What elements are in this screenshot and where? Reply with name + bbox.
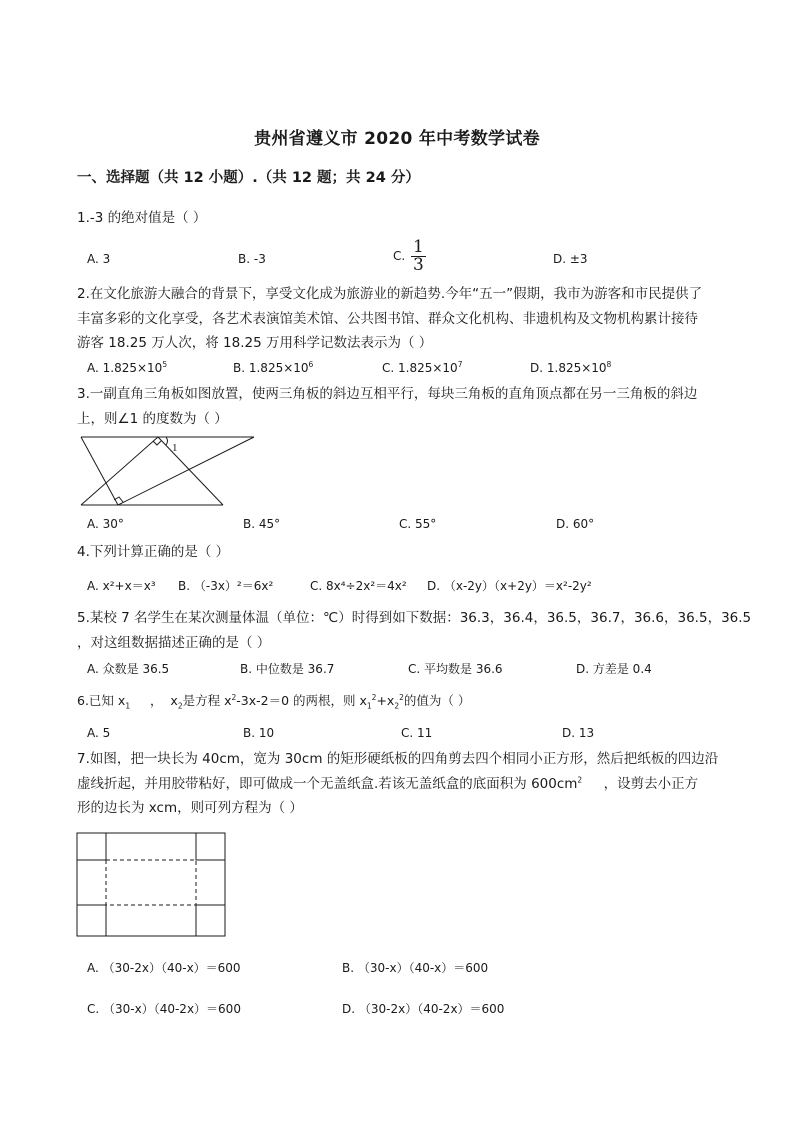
q5-line-1: 5.某校 7 名学生在某次测量体温（单位：℃）时得到如下数据：36.3，36.4，36.5，36.7，36.6，36.5，36.5 bbox=[77, 610, 752, 626]
q2-option-c bbox=[382, 361, 462, 375]
q2-option-b bbox=[233, 361, 313, 375]
corner-square-top-right bbox=[196, 833, 225, 860]
q4-option-d: D. （x-2y）（x+2y）＝x²-2y² bbox=[427, 579, 592, 593]
corner-square-top-left bbox=[77, 833, 106, 860]
q2-option-c-exponent: 7 bbox=[457, 360, 463, 369]
q5-option-c: C. 平均数是 36.6 bbox=[408, 662, 503, 676]
q4-option-c: C. 8x⁴÷2x²＝4x² bbox=[310, 579, 407, 593]
triangle-set-square-figure bbox=[78, 433, 258, 511]
q5-option-b: B. 中位数是 36.7 bbox=[240, 662, 335, 676]
q3-option-b: B. 45° bbox=[243, 517, 281, 531]
q6-part-2: ， x bbox=[130, 693, 178, 708]
fold-dashed-rectangle bbox=[106, 860, 196, 905]
question-7-options-row-1 bbox=[87, 959, 727, 977]
q3-line-1: 3.一副直角三角板如图放置，使两三角板的斜边互相平行，每块三角板的直角顶点都在另一三角板的斜边 bbox=[77, 386, 698, 402]
q1-option-a: A. 3 bbox=[87, 252, 111, 266]
right-angle-mark-bottom bbox=[114, 497, 123, 502]
angle-1-label: 1 bbox=[172, 442, 178, 454]
q6-part-5: +x bbox=[376, 693, 395, 708]
q3-option-c: C. 55° bbox=[399, 517, 437, 531]
question-1-options bbox=[87, 237, 727, 275]
question-2-options bbox=[87, 361, 727, 379]
q2-option-b-base: B. 1.825×10 bbox=[233, 361, 309, 375]
q3-line-2: 上，则∠1 的度数为（ ） bbox=[77, 410, 228, 427]
q2-line-3: 游客 18.25 万人次，将 18.25 万用科学记数法表示为（ ） bbox=[77, 335, 433, 351]
angle-1-arc bbox=[166, 437, 168, 445]
q7-line-3: 形的边长为 xcm，则可列方程为（ ） bbox=[77, 800, 303, 816]
corner-square-bottom-right bbox=[196, 905, 225, 936]
question-6-options bbox=[87, 726, 727, 744]
q6-exp-1: 2 bbox=[231, 692, 237, 702]
question-3-options bbox=[87, 517, 727, 535]
outer-rectangle bbox=[77, 833, 225, 936]
question-5-text bbox=[77, 606, 752, 655]
question-4-text: 4.下列计算正确的是（ ） bbox=[77, 544, 230, 560]
q6-sub-3: 1 bbox=[366, 701, 372, 711]
question-6-text bbox=[77, 689, 727, 714]
q6-option-d: D. 13 bbox=[562, 726, 595, 740]
question-7-options-row-2 bbox=[87, 1000, 727, 1018]
q7-option-c: C. （30-x）（40-2x）＝600 bbox=[87, 1002, 241, 1016]
q1-option-c-prefix: C. bbox=[393, 249, 410, 263]
q6-part-1: 6.已知 x bbox=[77, 693, 126, 708]
q3-option-a: A. 30° bbox=[87, 517, 124, 531]
q7-option-a: A. （30-2x）（40-x）＝600 bbox=[87, 961, 241, 975]
q6-exp-3: 2 bbox=[399, 692, 404, 702]
q6-part-4: -3x-2＝0 的两根，则 x bbox=[236, 693, 367, 708]
inner-diagonal-line bbox=[81, 437, 158, 505]
question-5-options bbox=[87, 660, 727, 678]
q3-option-d: D. 60° bbox=[556, 517, 595, 531]
left-slant-line bbox=[81, 437, 118, 505]
q2-option-d-exponent: 8 bbox=[606, 360, 612, 369]
q6-exp-2: 2 bbox=[371, 692, 377, 702]
q7-line-2-part-b: ，设剪去小正方 bbox=[582, 775, 699, 792]
fraction-one-third bbox=[411, 239, 426, 274]
q6-option-c: C. 11 bbox=[401, 726, 433, 740]
q2-option-c-base: C. 1.825×10 bbox=[382, 361, 458, 375]
q6-part-6: 的值为（ ） bbox=[403, 693, 471, 708]
cardboard-rectangle-figure bbox=[76, 832, 228, 938]
q2-option-a-exponent: 5 bbox=[162, 360, 168, 369]
q4-option-b: B. （-3x）²＝6x² bbox=[178, 579, 274, 593]
q5-option-d: D. 方差是 0.4 bbox=[576, 662, 652, 676]
q2-line-2: 丰富多彩的文化享受，各艺术表演馆美术馆、公共图书馆、群众文化机构、非遗机构及文物机构累计接待 bbox=[77, 310, 698, 327]
q7-option-b: B. （30-x）（40-x）＝600 bbox=[342, 961, 489, 975]
section-heading: 一、选择题（共 12 小题）.（共 12 题；共 24 分） bbox=[77, 170, 420, 186]
question-2-text bbox=[77, 282, 727, 356]
q6-sub-1: 1 bbox=[125, 701, 131, 711]
right-slant-line bbox=[158, 437, 223, 505]
page-title: 贵州省遵义市 2020 年中考数学试卷 bbox=[254, 129, 540, 149]
q2-option-a-base: A. 1.825×10 bbox=[87, 361, 163, 375]
q7-line-1: 7.如图，把一块长为 40cm，宽为 30cm 的矩形硬纸板的四角剪去四个相同小正方形，然后把纸板的四边沿 bbox=[77, 751, 719, 767]
question-7-text bbox=[77, 747, 737, 821]
q2-option-a bbox=[87, 361, 167, 375]
right-angle-mark-top bbox=[153, 441, 161, 445]
q7-option-d: D. （30-2x）（40-2x）＝600 bbox=[342, 1002, 505, 1016]
q6-sub-2: 2 bbox=[177, 701, 183, 711]
q2-option-d-base: D. 1.825×10 bbox=[530, 361, 607, 375]
q2-line-1: 2.在文化旅游大融合的背景下，享受文化成为旅游业的新趋势.今年“五一”假期，我市为游客和市民提供了 bbox=[77, 286, 703, 302]
q6-sub-4: 2 bbox=[394, 701, 400, 711]
q6-option-b: B. 10 bbox=[243, 726, 275, 740]
q1-option-d: D. ±3 bbox=[553, 252, 588, 266]
q4-option-a: A. x²+x＝x³ bbox=[87, 579, 156, 593]
question-4-options bbox=[87, 577, 727, 595]
corner-square-bottom-left bbox=[77, 905, 106, 936]
q6-part-3: 是方程 x bbox=[182, 693, 232, 708]
q7-line-2-exponent: 2 bbox=[577, 775, 583, 784]
question-1-text: 1.-3 的绝对值是（ ） bbox=[77, 210, 207, 226]
q1-option-b: B. -3 bbox=[238, 252, 266, 266]
q5-option-a: A. 众数是 36.5 bbox=[87, 662, 170, 676]
q2-option-d bbox=[530, 361, 611, 375]
q7-line-2-part-a: 虚线折起，并用胶带粘好，即可做成一个无盖纸盒.若该无盖纸盒的底面积为 600cm bbox=[77, 775, 578, 792]
q5-line-2: ，对这组数据描述正确的是（ ） bbox=[77, 634, 271, 651]
q1-option-c bbox=[393, 239, 426, 274]
fraction-denominator: 3 bbox=[413, 255, 424, 275]
fraction-numerator: 1 bbox=[413, 237, 424, 257]
question-3-text bbox=[77, 382, 727, 431]
q2-option-b-exponent: 6 bbox=[308, 360, 314, 369]
q6-option-a: A. 5 bbox=[87, 726, 111, 740]
long-diagonal-line bbox=[118, 437, 254, 505]
q7-line-2 bbox=[77, 772, 737, 797]
